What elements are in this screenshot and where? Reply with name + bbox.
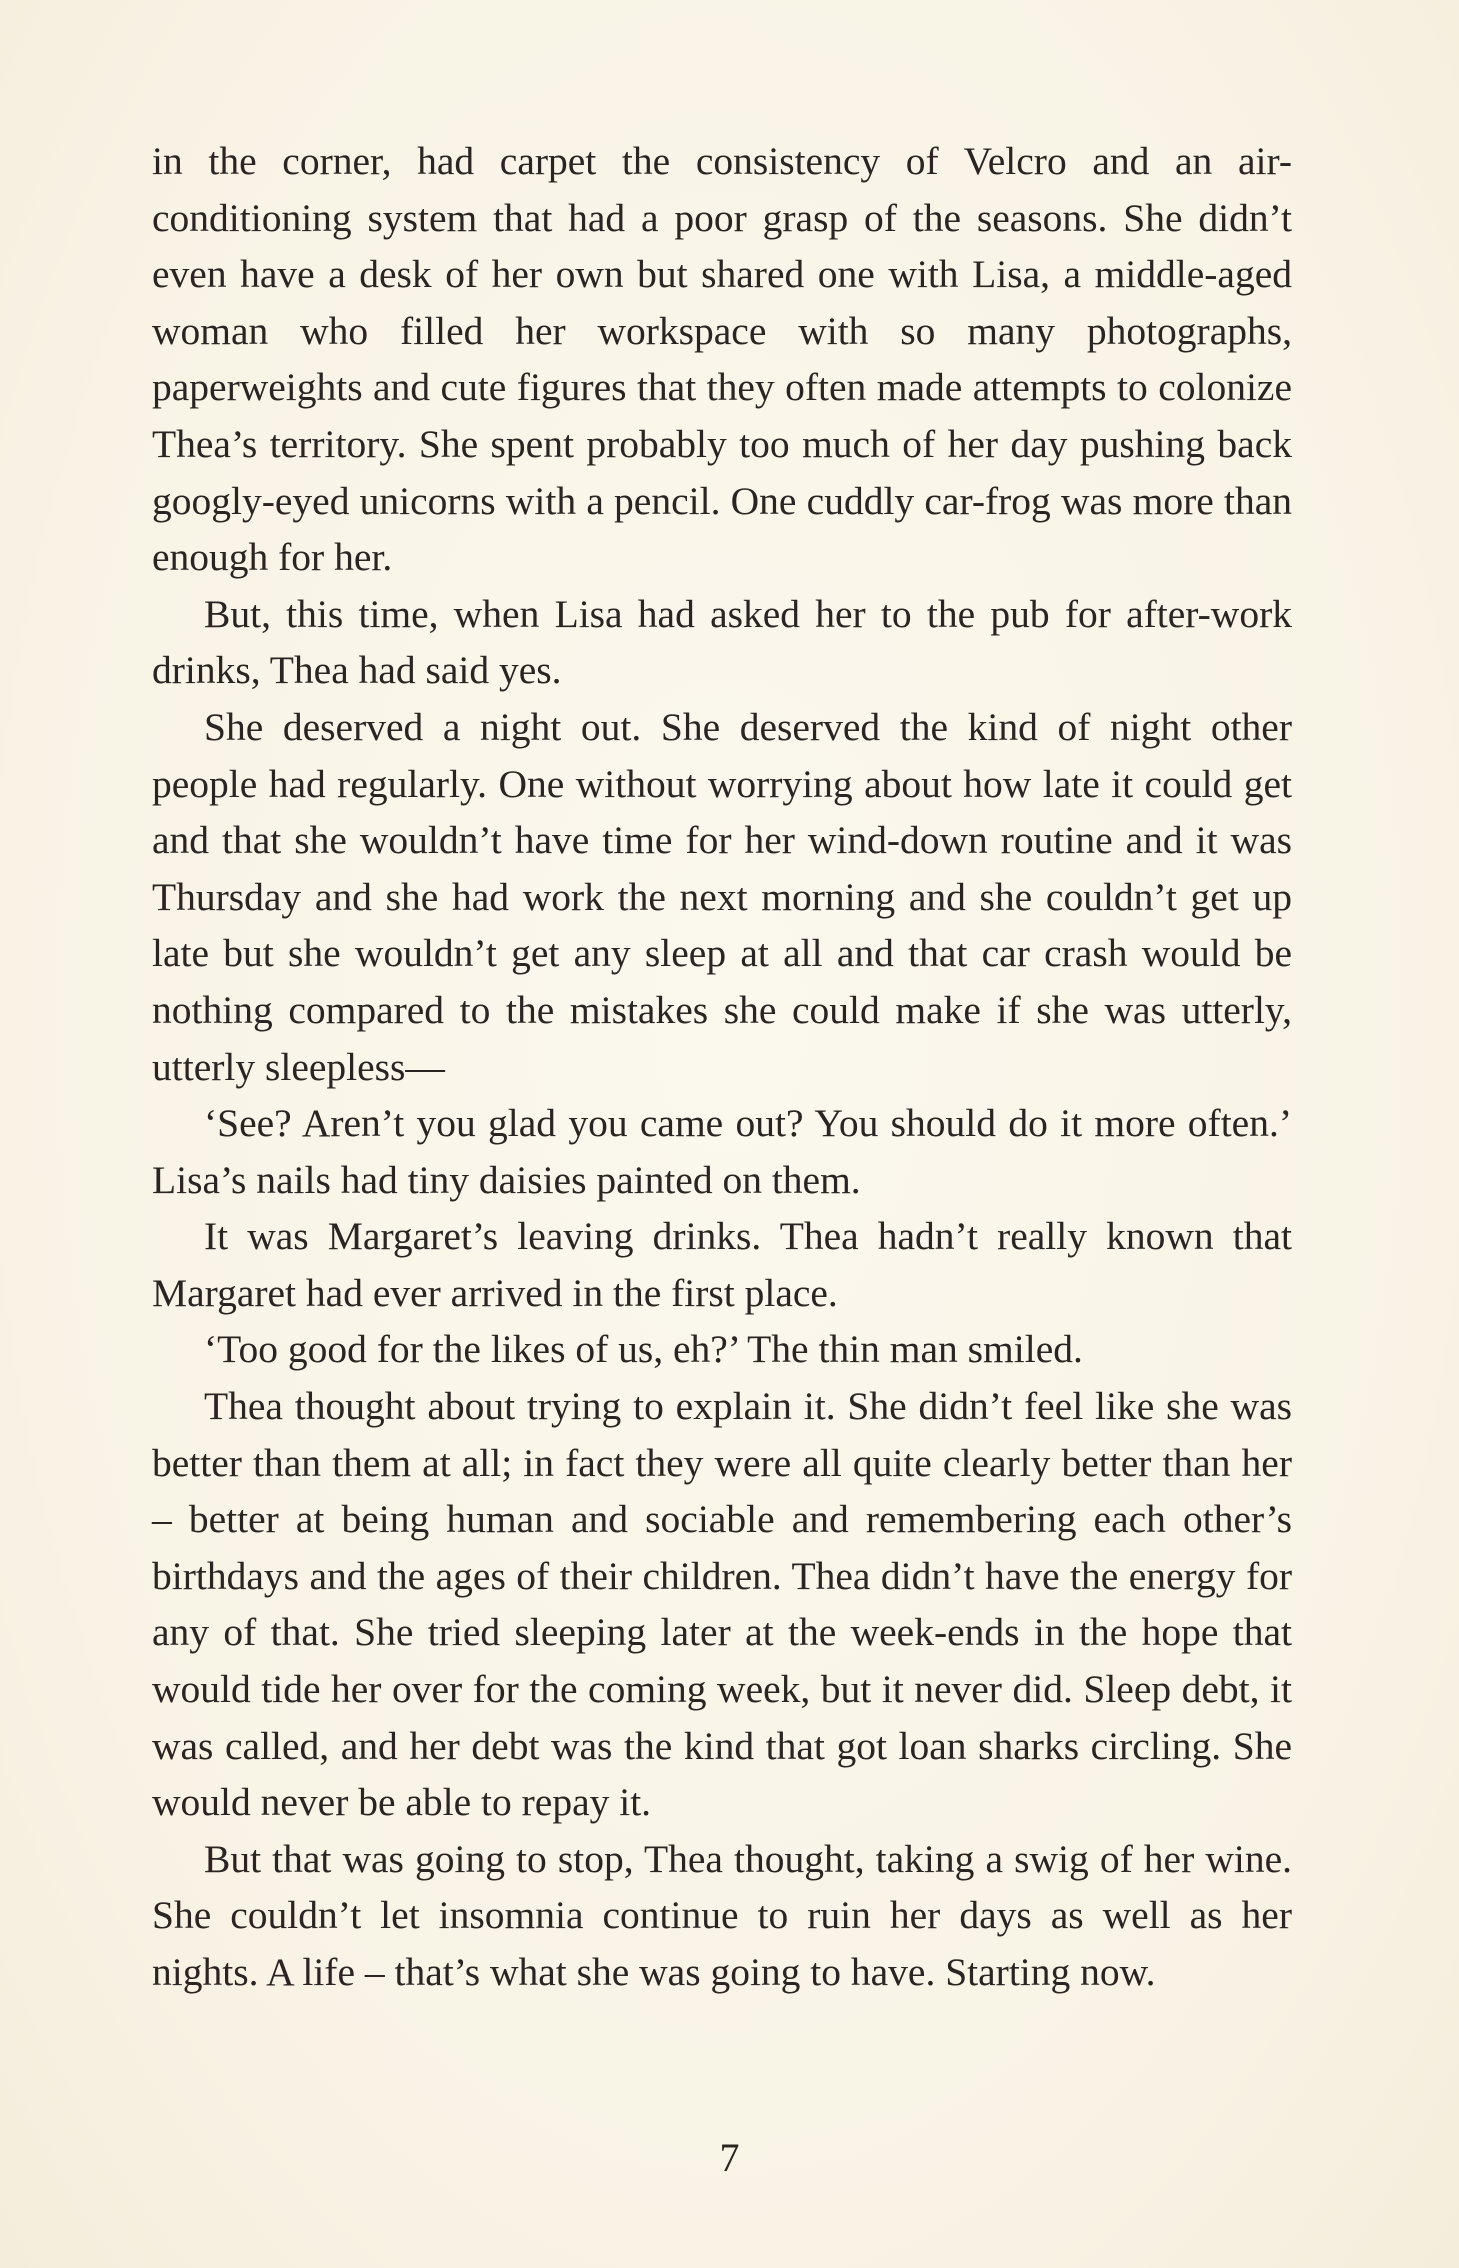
paragraph: in the corner, had carpet the consistency of Velcro and an air-conditioning system that had a poor grasp of the seasons. She didn’t even have a desk of her own but shared one with Lisa, a middle-aged woman who filled her workspace with so many photographs, paperweights and cute figures that they often made attempts to colonize Thea’s territory. She spent probably too much of her day pushing back googly-eyed unicorns with a pencil. One cuddly car-frog was more than enough for her. [152,139,1292,580]
paragraph: But that was going to stop, Thea thought, taking a swig of her wine. She couldn’t let insomnia continue to ruin her days as well as her nights. A life – that’s what she was going to have. Starting now. [152,1836,1292,1994]
paragraph: ‘Too good for the likes of us, eh?’ The thin man smiled. [204,1327,1083,1372]
page-number: 7 [719,2135,740,2180]
paragraph: It was Margaret’s leaving drinks. Thea hadn’t really known that Margaret had ever arrived in the first place. [152,1214,1292,1315]
paragraph: But, this time, when Lisa had asked her to the pub for after-work drinks, Thea had said yes. [152,591,1292,693]
paragraph: ‘See? Aren’t you glad you came out? You should do it more often.’ Lisa’s nails had tiny daisies painted on them. [152,1101,1292,1202]
paragraph: She deserved a night out. She deserved the kind of night other people had regularly. One without worrying about how late it could get and that she wouldn’t have time for her wind-down routine and it was Thursday and she had work the next morning and she couldn’t get up late but she wouldn’t get any sleep at all and that car crash would be nothing compared to the mistakes she could make if she was utterly, utterly sleepless— [152,704,1292,1089]
paragraph: Thea thought about trying to explain it. She didn’t feel like she was better than them at all; in fact they were all quite clearly better than her – better at being human and sociable and remembering each other’s birthdays and the ages of their children. Thea didn’t have the energy for any of that. She tried sleeping later at the week-ends in the hope that would tide her over for the coming week, but it never did. Sleep debt, it was called, and her debt was the kind that got loan sharks circling. She would never be able to repay it. [152,1384,1292,1825]
body-text [152,133,1292,2001]
